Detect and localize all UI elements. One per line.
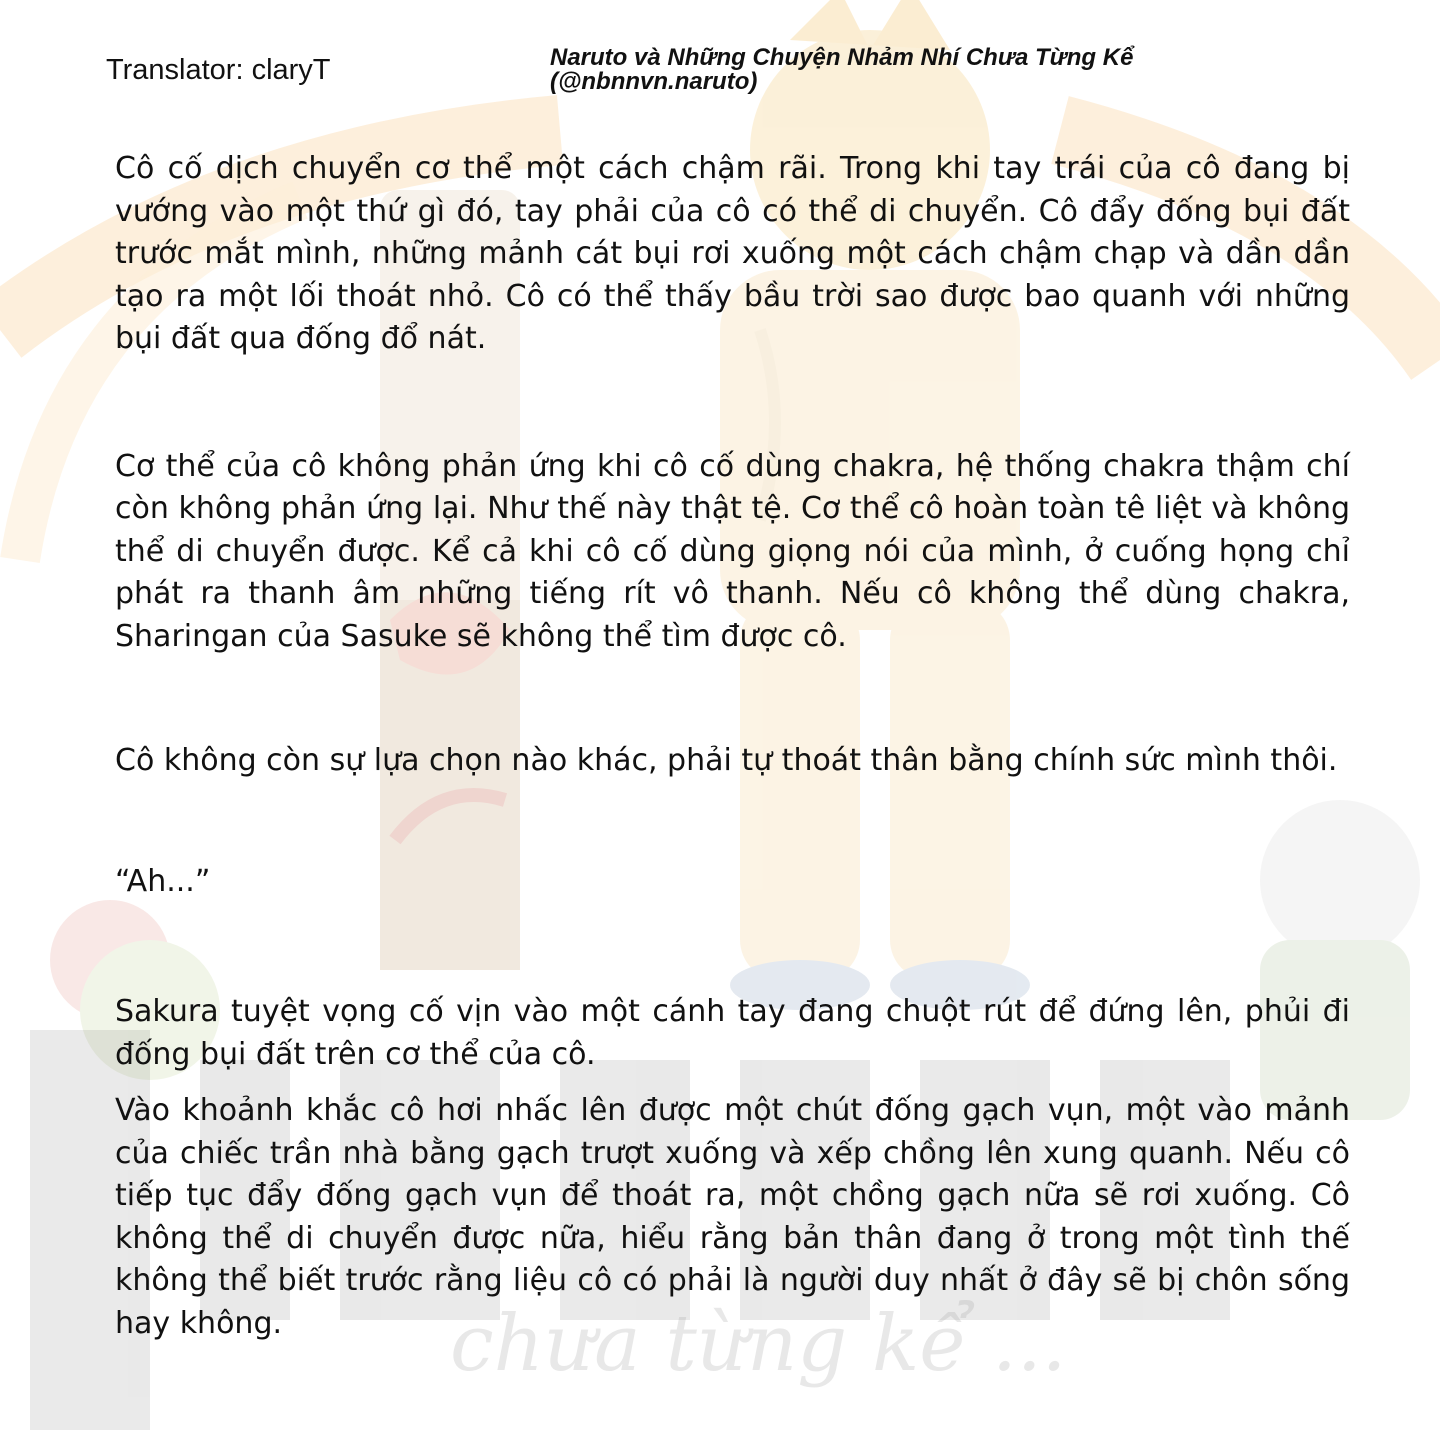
series-title: Naruto và Những Chuyện Nhảm Nhí Chưa Từng Kể <box>550 44 1134 71</box>
story-text <box>115 148 1350 1345</box>
watermark-script-text: chưa từng kể ... <box>450 1299 1067 1389</box>
paragraph: Cô không còn sự lựa chọn nào khác, phải tự thoát thân bằng chính sức mình thôi. <box>115 743 1338 778</box>
page-header <box>0 0 1440 110</box>
translator-credit: Translator: claryT <box>106 54 331 86</box>
series-title-block <box>550 46 1270 94</box>
paragraph: Sakura tuyệt vọng cố vịn vào một cánh tay đang chuột rút để đứng lên, phủi đi đống bụi đất trên cơ thể của cô. <box>115 994 1350 1072</box>
dialogue-line: “Ah...” <box>115 863 211 899</box>
paragraph: Vào khoảnh khắc cô hơi nhấc lên được một chút đống gạch vụn, một vào mảnh của chiếc trần nhà bằng gạch trượt xuống và xếp chồng lên xung quanh. Nếu cô tiếp tục đẩy đống gạch vụn để thoát ra, một chồng gạch nữa sẽ rơi xuống. Cô không thể di chuyển được nữa, hiểu rằng bản thân đang ở trong một tình thế không thể biết trước rằng liệu cô có phải là người duy nhất ở đây sẽ bị chôn sống hay không. <box>115 1093 1350 1341</box>
paragraph: Cơ thể của cô không phản ứng khi cô cố dùng chakra, hệ thống chakra thậm chí còn không phản ứng lại. Như thế này thật tệ. Cơ thể cô hoàn toàn tê liệt và không thể di chuyển được. Kể cả khi cô cố dùng giọng nói của mình, ở cuống họng chỉ phát ra thanh âm những tiếng rít vô thanh. Nếu cô không thể dùng chakra, Sharingan của Sasuke sẽ không thể tìm được cô. <box>115 448 1350 654</box>
paragraph: Cô cố dịch chuyển cơ thể một cách chậm rãi. Trong khi tay trái của cô đang bị vướng vào một thứ gì đó, tay phải của cô có thể di chuyển. Cô đẩy đống bụi đất trước mắt mình, những mảnh cát bụi rơi xuống một cách chậm chạp và dần dần tạo ra một lối thoát nhỏ. Cô có thể thấy bầu trời sao được bao quanh với những bụi đất qua đống đổ nát. <box>115 151 1350 356</box>
series-handle: (@nbnnvn.naruto) <box>550 68 758 95</box>
